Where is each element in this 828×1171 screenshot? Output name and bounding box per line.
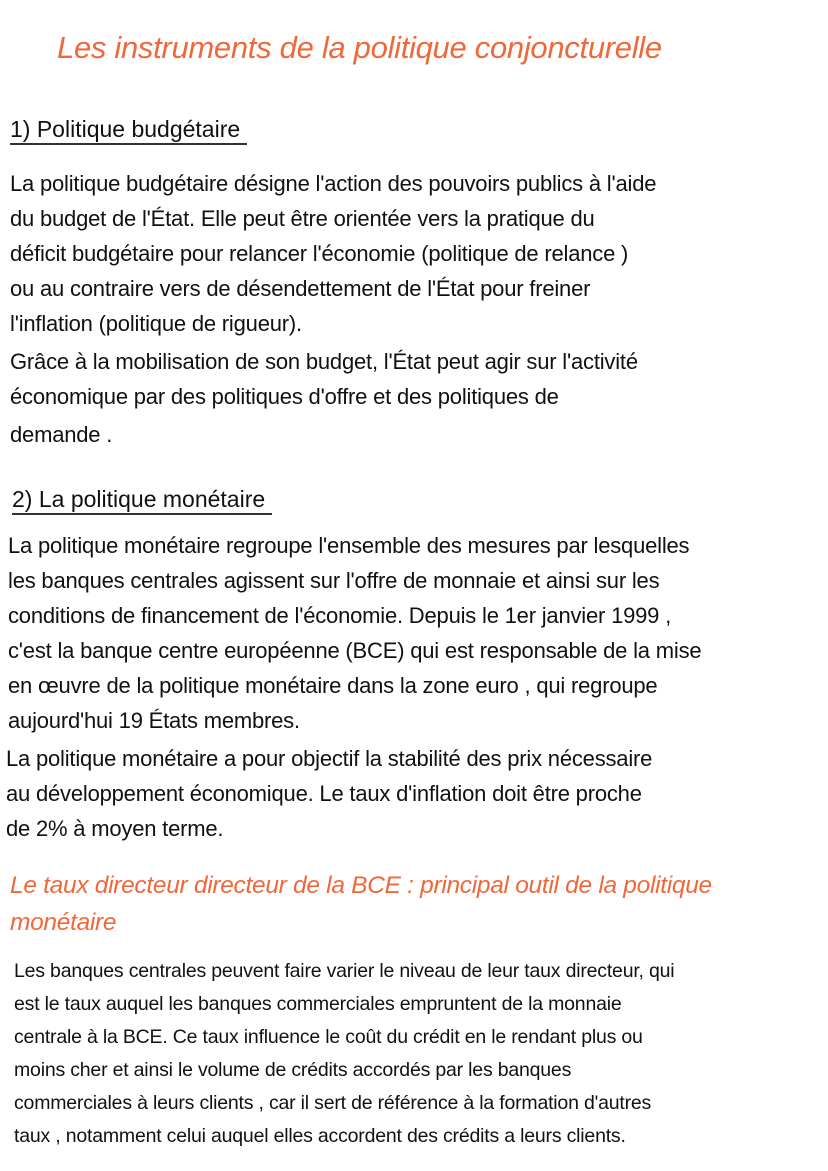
text-line: en œuvre de la politique monétaire dans la zone euro , qui regroupe — [8, 673, 658, 698]
heading-line: monétaire — [10, 909, 117, 936]
text-line: du budget de l'État. Elle peut être orientée vers la pratique du — [10, 206, 595, 231]
section-heading-monetaire: 2) La politique monétaire — [12, 485, 272, 515]
text-line: est le taux auquel les banques commerciales empruntent de la monnaie — [14, 993, 622, 1015]
text-line: La politique budgétaire désigne l'action des pouvoirs publics à l'aide — [10, 171, 657, 196]
text-line: Les banques centrales peuvent faire varier le niveau de leur taux directeur, qui — [14, 960, 675, 982]
paragraph-budgetaire — [10, 166, 656, 452]
text-line: les banques centrales agissent sur l'offre de monnaie et ainsi sur les — [8, 568, 660, 593]
text-line: déficit budgétaire pour relancer l'économie (politique de relance ) — [10, 241, 629, 266]
text-line: moins cher et ainsi le volume de crédits accordés par les banques — [14, 1059, 572, 1081]
text-line: demande . — [10, 422, 113, 447]
text-line: économique par des politiques d'offre et des politiques de — [10, 384, 559, 409]
text-line: La politique monétaire regroupe l'ensemble des mesures par lesquelles — [8, 533, 690, 558]
text-line: au développement économique. Le taux d'inflation doit être proche — [6, 781, 642, 806]
text-line: conditions de financement de l'économie. Depuis le 1er janvier 1999 , — [8, 603, 672, 628]
text-line: Grâce à la mobilisation de son budget, l'État peut agir sur l'activité — [10, 349, 638, 374]
section-heading-taux-directeur — [10, 867, 712, 941]
text-line: aujourd'hui 19 États membres. — [8, 708, 300, 733]
text-line: c'est la banque centre européenne (BCE) qui est responsable de la mise — [8, 638, 702, 663]
paragraph-taux-directeur — [14, 955, 674, 1153]
section-heading-budgetaire: 1) Politique budgétaire — [10, 115, 247, 145]
text-line: l'inflation (politique de rigueur). — [10, 311, 302, 336]
paragraph-monetaire — [8, 528, 701, 846]
page-title: Les instruments de la politique conjoncturelle — [57, 30, 662, 65]
text-line: commerciales à leurs clients , car il sert de référence à la formation d'autres — [14, 1092, 652, 1114]
text-line: ou au contraire vers de désendettement de l'État pour freiner — [10, 276, 591, 301]
text-line: de 2% à moyen terme. — [6, 816, 224, 841]
text-line: La politique monétaire a pour objectif la stabilité des prix nécessaire — [6, 746, 653, 771]
text-line: taux , notamment celui auquel elles accordent des crédits a leurs clients. — [14, 1125, 626, 1147]
text-line: centrale à la BCE. Ce taux influence le coût du crédit en le rendant plus ou — [14, 1026, 643, 1048]
heading-line: Le taux directeur directeur de la BCE : principal outil de la politique — [10, 872, 712, 899]
